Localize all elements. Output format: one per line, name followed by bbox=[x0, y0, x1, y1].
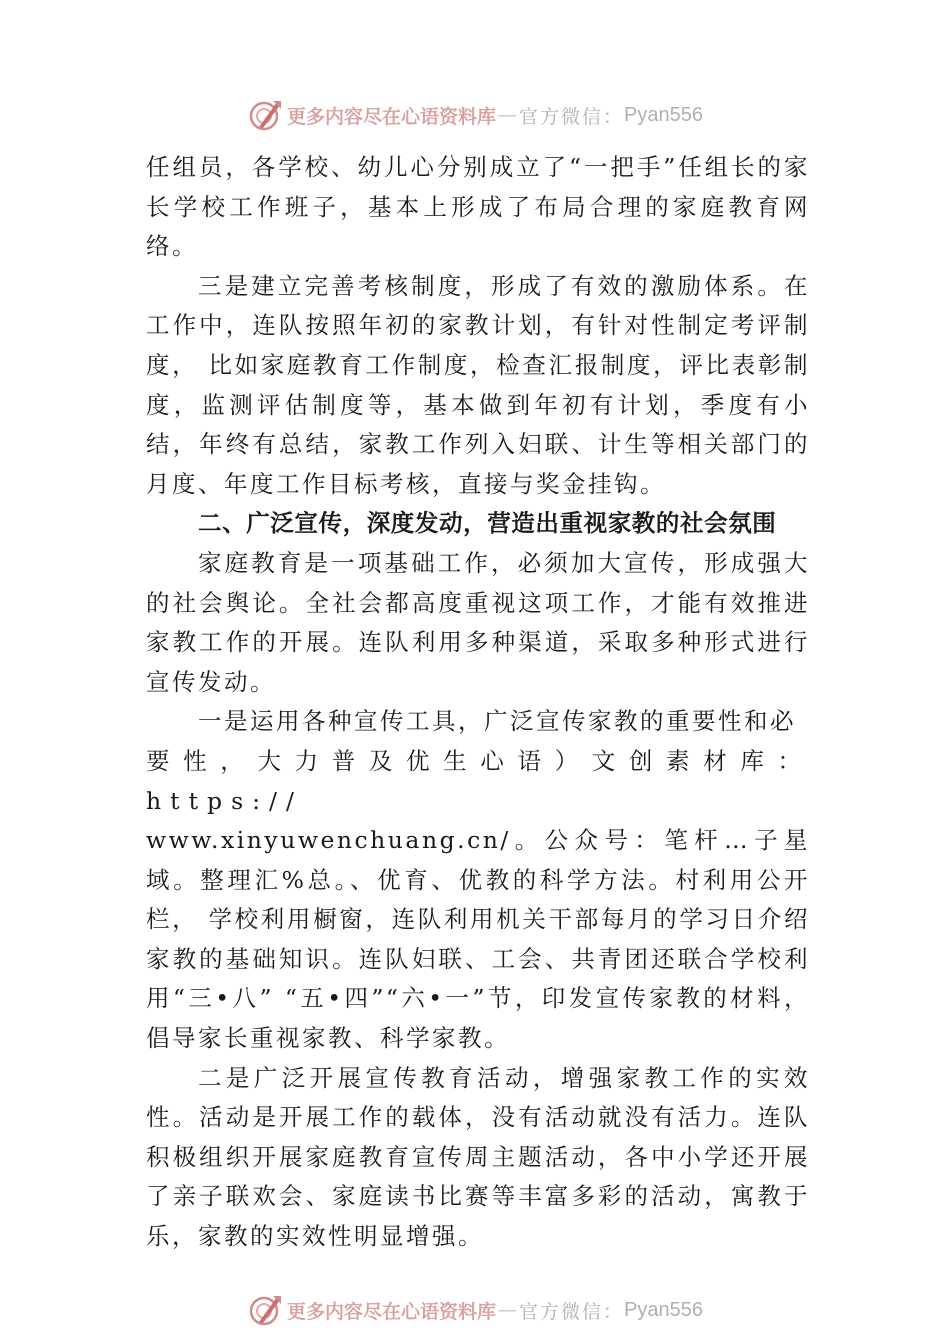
paragraph: 一是运用各种宣传工具，广泛宣传家教的重要性和必 bbox=[198, 707, 796, 736]
paragraph: 二是广泛开展宣传教育活动，增强家教工作的实效性。活动是开展工作的载体，没有活动就没有活力。连队积极组织开展家庭教育宣传周主题活动，各中小学还开展了亲子联欢会、家庭读书比赛等丰富多彩的活动，寓教于乐，家教的实效性明显增强。 bbox=[146, 1063, 810, 1251]
footer-watermark bbox=[0, 1290, 950, 1330]
banner-official-label: 官方微信： bbox=[519, 105, 625, 128]
banner-official-label: 官方微信： bbox=[519, 1300, 625, 1323]
banner-separator: — bbox=[498, 104, 518, 126]
banner-wechat-id: Pyan556 bbox=[624, 1298, 703, 1321]
paragraph-line: 要性，大力普及优生心语）文创素材库：https:// bbox=[146, 746, 810, 815]
quill-logo-icon bbox=[247, 1292, 283, 1328]
banner-text: 更多内容尽在心语资料库 bbox=[287, 1300, 497, 1323]
banner-wechat-id: Pyan556 bbox=[624, 103, 703, 126]
section-heading: 二、广泛宣传，深度发动，营造出重视家教的社会氛围 bbox=[198, 509, 777, 538]
paragraph: 三是建立完善考核制度，形成了有效的激励体系。在工作中，连队按照年初的家教计划，有针对性制定考评制度， 比如家庭教育工作制度，检查汇报制度，评比表彰制度，监测评估制度等，基本做到年初有计划，季度有小结，年终有总结，家教工作列入妇联、计生等相关部门的月度、年度工作目标考核，直接与奖金挂钩。 bbox=[146, 271, 810, 498]
paragraph: 任组员，各学校、幼儿心分别成立了“一把手”任组长的家长学校工作班子，基本上形成了布局合理的家庭教育网络。 bbox=[146, 153, 810, 261]
banner-separator: — bbox=[498, 1299, 518, 1321]
paragraph: 家庭教育是一项基础工作，必须加大宣传，形成强大的社会舆论。全社会都高度重视这项工作，才能有效推进家教工作的开展。连队利用多种渠道，采取多种形式进行宣传发动。 bbox=[146, 548, 810, 696]
paragraph: www.xinyuwenchuang.cn/。公众号：笔杆…子星域。整理汇%总。、优育、优教的科学方法。村利用公开栏， 学校利用橱窗，连队利用机关干部每月的学习日介绍家教的基础知识。连队妇联、工会、共青团还联合学校利用“三•八” “五•四”“六•一”节，印发宣传家教的材料，倡导家长重视家教、科学家教。 bbox=[146, 826, 810, 1053]
banner-text: 更多内容尽在心语资料库 bbox=[287, 105, 497, 128]
quill-logo-icon bbox=[247, 97, 283, 133]
document-body bbox=[146, 148, 810, 1257]
header-watermark bbox=[0, 95, 950, 135]
